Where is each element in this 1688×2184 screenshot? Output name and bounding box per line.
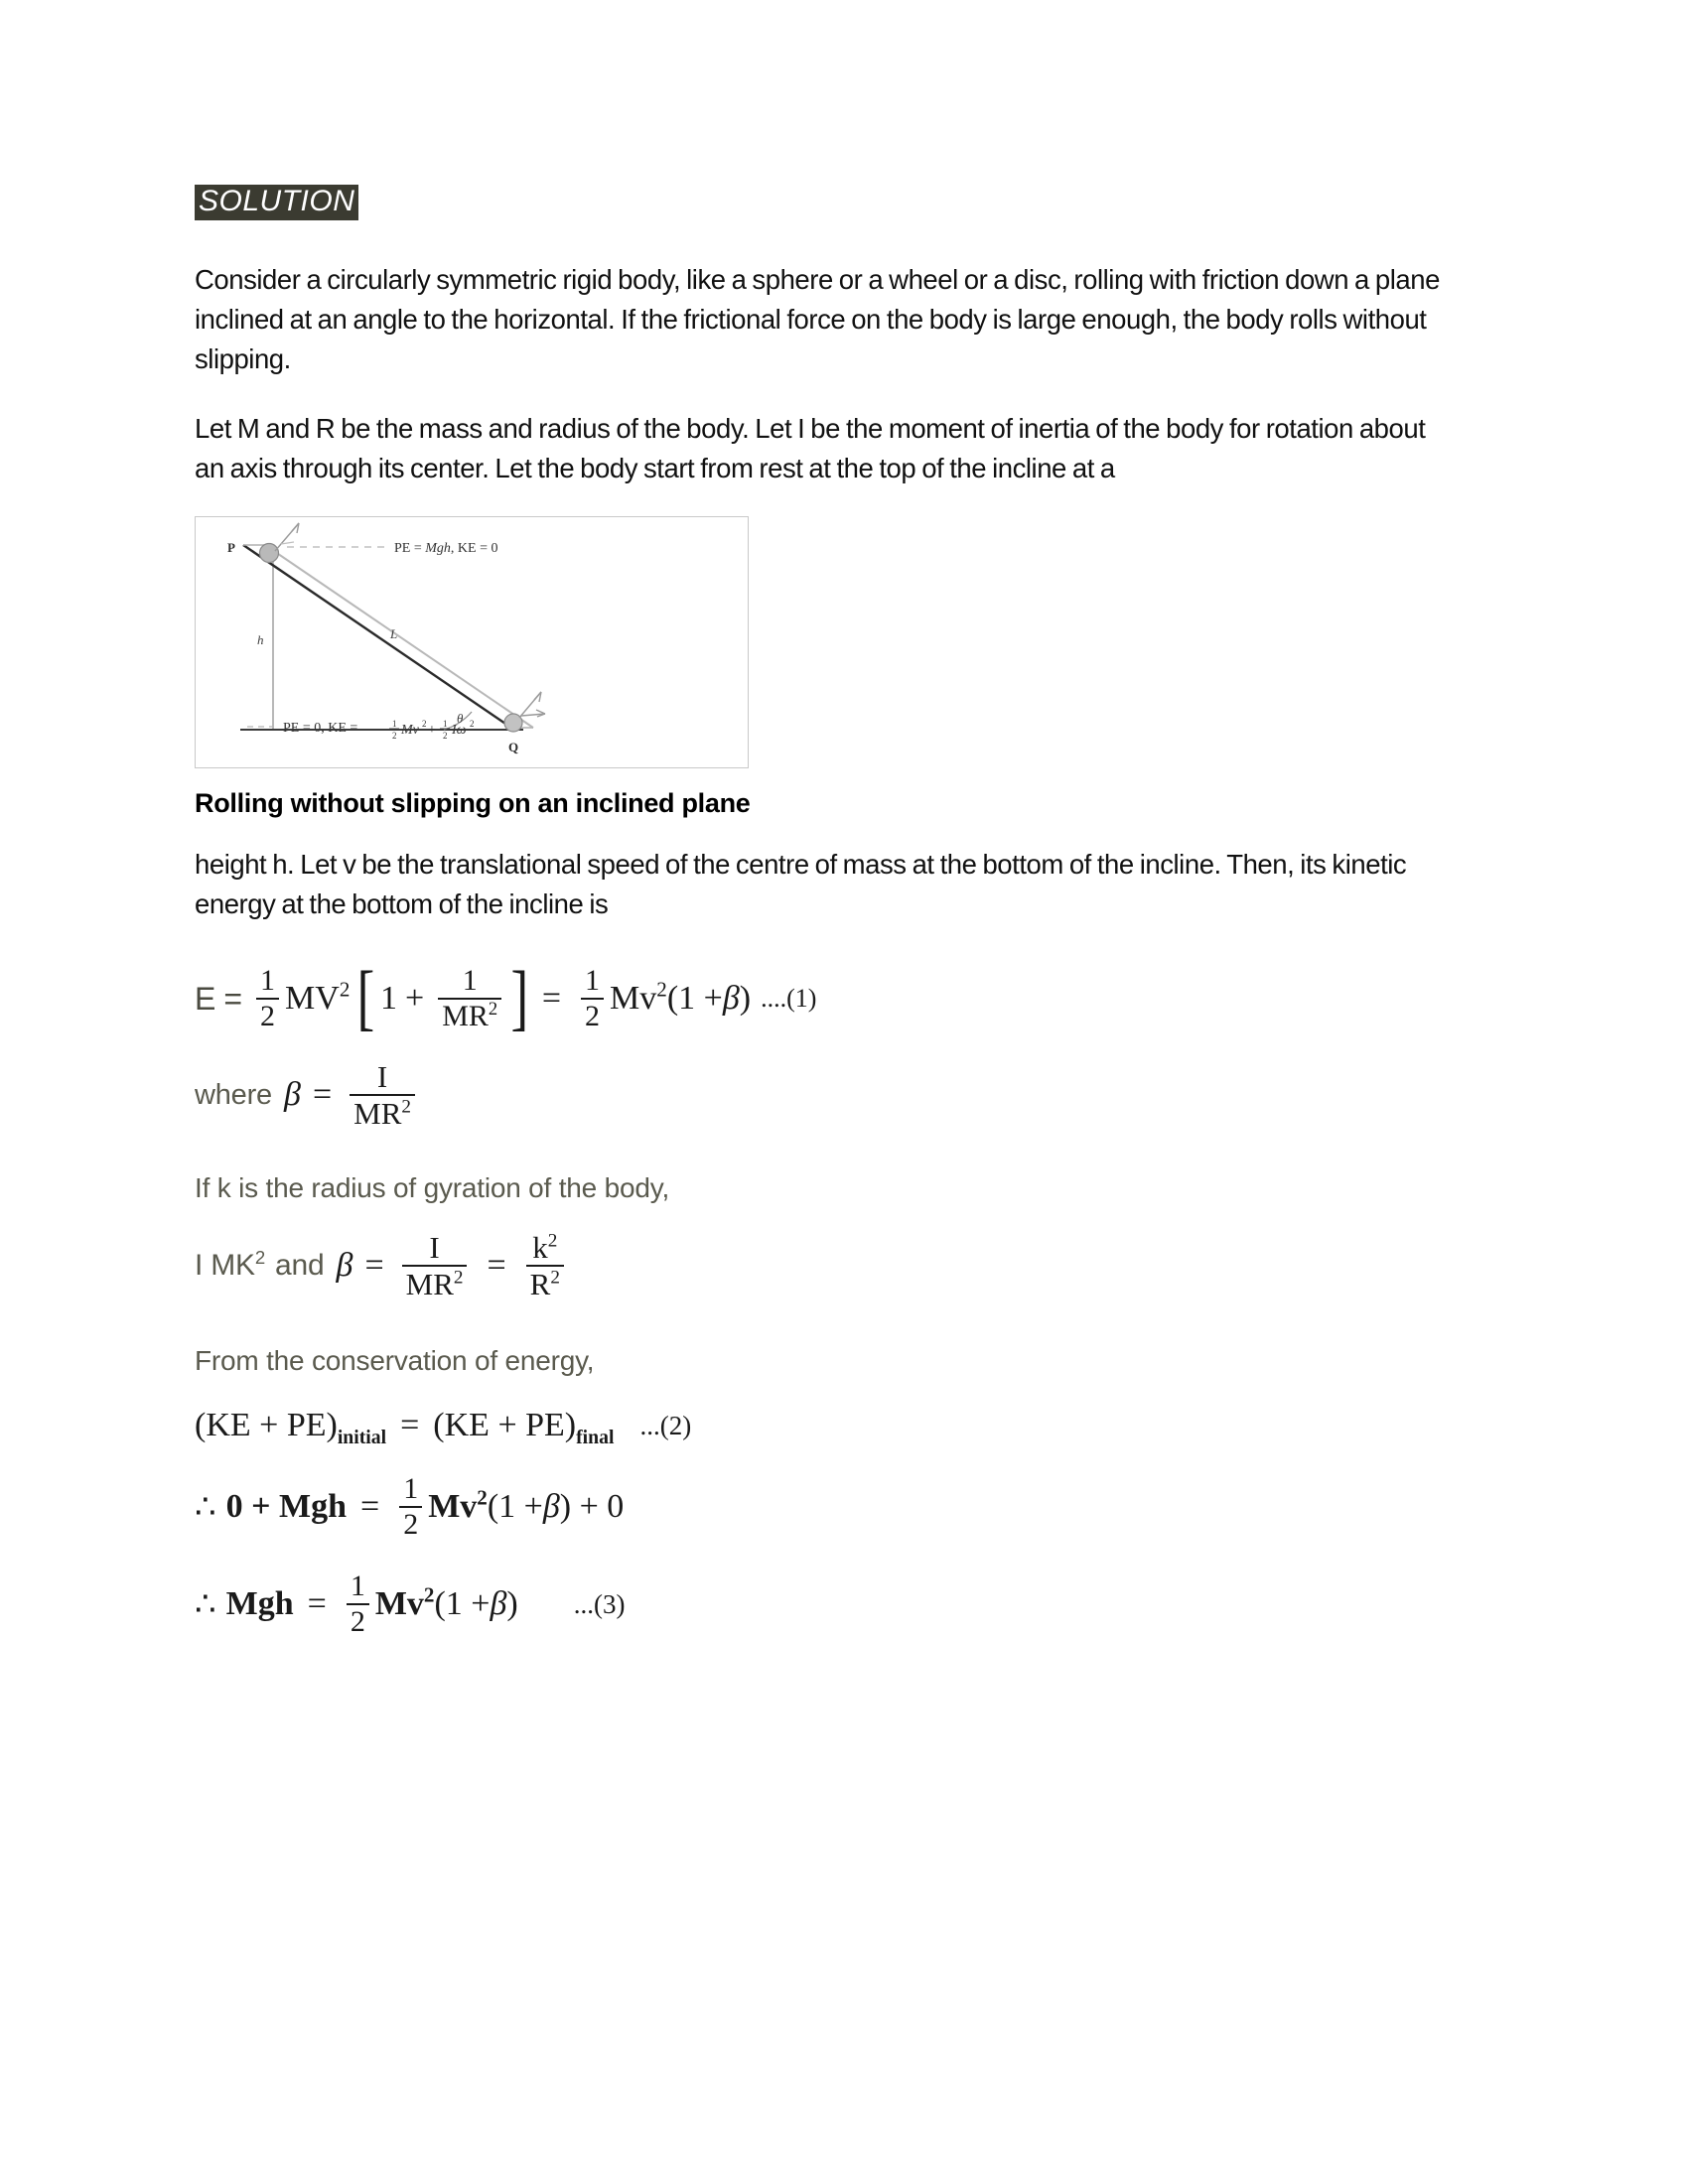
svg-text:P: P bbox=[227, 540, 235, 555]
eq3b-beta: β bbox=[490, 1585, 507, 1622]
eq1-half bbox=[256, 966, 279, 1031]
eqk-den1-base: MR bbox=[405, 1267, 454, 1301]
svg-text:2: 2 bbox=[392, 731, 397, 741]
eq1-inner-den bbox=[438, 998, 501, 1031]
eq1-inner-num: 1 bbox=[462, 964, 478, 997]
eqk-den1 bbox=[402, 1265, 468, 1299]
eq2-rhs-sub: final bbox=[576, 1426, 615, 1448]
eqk-num2-exp: 2 bbox=[547, 1230, 558, 1252]
eqk-den1-exp: 2 bbox=[453, 1267, 464, 1289]
svg-text:2: 2 bbox=[470, 719, 475, 729]
eq2-equals: = bbox=[400, 1407, 420, 1443]
eq1-tail-close: ) bbox=[739, 980, 752, 1017]
eqk-frac2 bbox=[526, 1232, 564, 1299]
eq3a-half bbox=[399, 1474, 422, 1540]
eq1-tail-open: (1 + bbox=[666, 980, 723, 1017]
equation-where-beta bbox=[195, 1061, 1485, 1129]
eq2-lhs-sub: initial bbox=[337, 1426, 387, 1448]
eq1-equals2: = bbox=[541, 980, 562, 1017]
where-num: I bbox=[376, 1059, 388, 1094]
svg-text:Mv: Mv bbox=[401, 723, 419, 738]
where-label: where bbox=[195, 1078, 272, 1111]
eq3b-half-den: 2 bbox=[347, 1603, 369, 1637]
equation-1 bbox=[195, 957, 1485, 1039]
eq3b-therefore: ∴ bbox=[195, 1586, 216, 1623]
eq1-inner-den-exp: 2 bbox=[488, 999, 498, 1020]
eq3a-half-den: 2 bbox=[399, 1506, 422, 1540]
eq2-number: ...(2) bbox=[639, 1410, 692, 1440]
eqk-num2 bbox=[528, 1232, 561, 1265]
eq3b-mv-exp: 2 bbox=[423, 1582, 435, 1607]
eq1-one: 1 bbox=[380, 980, 398, 1017]
eq3b-lhs: Mgh bbox=[225, 1585, 294, 1622]
where-frac bbox=[350, 1061, 415, 1129]
incline-diagram-svg bbox=[196, 517, 746, 765]
eq3b-equals: = bbox=[307, 1585, 327, 1622]
eq1-lhs: E bbox=[195, 980, 216, 1017]
equation-2 bbox=[195, 1407, 1485, 1448]
text-radius-of-gyration: If k is the radius of gyration of the body, bbox=[195, 1172, 670, 1203]
eq1-rhs-mv-base: Mv bbox=[610, 980, 657, 1017]
eqk-den2-exp: 2 bbox=[550, 1267, 560, 1289]
svg-text:θ: θ bbox=[457, 711, 464, 726]
eq3a-mv-exp: 2 bbox=[477, 1485, 488, 1510]
paragraph-height: height h. Let v be the translational speed of the centre of mass at the bottom of the incline. Then, its kinetic energy at the bottom of the incline is bbox=[195, 849, 1407, 919]
eq1-plus: + bbox=[405, 980, 425, 1017]
eq3a-half-num: 1 bbox=[403, 1472, 419, 1505]
solution-heading: SOLUTION bbox=[195, 185, 358, 220]
eq1-rhs-mv-exp: 2 bbox=[656, 977, 667, 1002]
eqk-frac1 bbox=[402, 1232, 468, 1299]
eq3b-half bbox=[347, 1571, 369, 1637]
eq3b-number: ...(3) bbox=[573, 1588, 626, 1619]
eq3a-tail-open: (1 + bbox=[487, 1488, 543, 1525]
eq1-bracket-close: ] bbox=[510, 957, 529, 1039]
eq1-mv2-exp: 2 bbox=[339, 977, 351, 1002]
eq3b-half-num: 1 bbox=[350, 1570, 365, 1602]
eq3b-tail-close: ) bbox=[506, 1585, 518, 1622]
eq1-equals: = bbox=[223, 980, 243, 1017]
eqk-and: and bbox=[275, 1249, 325, 1282]
eq1-half2 bbox=[581, 966, 604, 1031]
svg-text:h: h bbox=[257, 632, 264, 647]
svg-text:L: L bbox=[390, 626, 398, 641]
eq3a-therefore: ∴ bbox=[195, 1489, 216, 1526]
eq3a-tail-close: ) + 0 bbox=[559, 1488, 625, 1525]
svg-text:2: 2 bbox=[422, 719, 427, 729]
eq1-inner-frac bbox=[438, 966, 501, 1031]
eq3a-equals: = bbox=[360, 1488, 380, 1525]
eq2-lhs-base: (KE + PE) bbox=[195, 1407, 338, 1443]
eq3a-lhs: 0 + Mgh bbox=[225, 1488, 348, 1525]
svg-text:Q: Q bbox=[508, 740, 519, 754]
eq1-half-num: 1 bbox=[260, 964, 276, 997]
text-conservation-of-energy: From the conservation of energy, bbox=[195, 1345, 595, 1376]
equation-3a bbox=[195, 1474, 1485, 1540]
svg-text:2: 2 bbox=[443, 731, 448, 741]
eq1-half2-num: 1 bbox=[585, 964, 601, 997]
svg-text:1: 1 bbox=[392, 719, 397, 729]
paragraph-setup: Let M and R be the mass and radius of the body. Let I be the moment of inertia of the body for rotation about an axis through its center. Let the body start from rest at the top of the incline at a bbox=[195, 413, 1426, 483]
svg-text:PE = Mgh, KE = 0: PE = Mgh, KE = 0 bbox=[394, 541, 498, 556]
where-den-exp: 2 bbox=[401, 1096, 411, 1118]
eq1-half2-den: 2 bbox=[581, 998, 604, 1031]
where-den bbox=[350, 1094, 415, 1129]
paragraph-intro: Consider a circularly symmetric rigid body, like a sphere or a wheel or a disc, rolling with friction down a plane inclined at an angle to the horizontal. If the frictional force on the body is large enough, the body rolls without slipping. bbox=[195, 264, 1440, 374]
eq3b-mv-base: Mv bbox=[374, 1585, 424, 1622]
eq1-mv2-base: MV bbox=[285, 980, 340, 1017]
eqk-num2-base: k bbox=[532, 1230, 548, 1265]
eqk-lhs-base: I MK bbox=[195, 1249, 255, 1282]
svg-text:1: 1 bbox=[443, 719, 448, 729]
where-equals: = bbox=[312, 1076, 333, 1113]
document-content bbox=[195, 185, 1485, 1637]
eq1-rhs-mv bbox=[610, 977, 667, 1018]
eq1-half-den: 2 bbox=[256, 998, 279, 1031]
eqk-equals1: = bbox=[364, 1247, 384, 1284]
figure-inclined-plane bbox=[195, 516, 749, 768]
eqk-num1: I bbox=[429, 1230, 440, 1265]
eq3a-mv bbox=[428, 1485, 488, 1526]
eq1-number: ....(1) bbox=[761, 984, 817, 1013]
eq1-bracket-open: [ bbox=[356, 957, 375, 1039]
eqk-equals2: = bbox=[487, 1247, 506, 1284]
eq3b-tail-open: (1 + bbox=[434, 1585, 491, 1622]
eq2-lhs bbox=[195, 1407, 387, 1448]
eq3a-beta: β bbox=[542, 1488, 560, 1525]
svg-text:PE = 0, KE =: PE = 0, KE = bbox=[283, 721, 358, 736]
eq3a-mv-base: Mv bbox=[428, 1488, 478, 1525]
eqk-beta: β bbox=[336, 1247, 353, 1284]
eq2-rhs bbox=[433, 1407, 615, 1448]
where-den-base: MR bbox=[353, 1096, 402, 1131]
svg-text:+: + bbox=[428, 723, 436, 738]
solution-heading-wrap bbox=[195, 185, 1485, 220]
eqk-den2 bbox=[526, 1265, 564, 1299]
equation-gyration bbox=[195, 1232, 1485, 1299]
eq1-mv2 bbox=[285, 977, 351, 1018]
svg-text:Iω: Iω bbox=[452, 723, 467, 738]
eqk-lhs-exp: 2 bbox=[254, 1247, 266, 1268]
eq2-rhs-base: (KE + PE) bbox=[433, 1407, 577, 1443]
eq1-beta: β bbox=[722, 980, 740, 1017]
where-beta: β bbox=[284, 1076, 301, 1113]
equation-3b bbox=[195, 1571, 1485, 1637]
eq3b-mv bbox=[374, 1582, 435, 1623]
eq1-inner-den-base: MR bbox=[442, 1000, 489, 1032]
eqk-den2-base: R bbox=[529, 1267, 551, 1301]
figure-caption: Rolling without slipping on an inclined plane bbox=[195, 788, 751, 818]
eqk-lhs bbox=[195, 1249, 265, 1283]
